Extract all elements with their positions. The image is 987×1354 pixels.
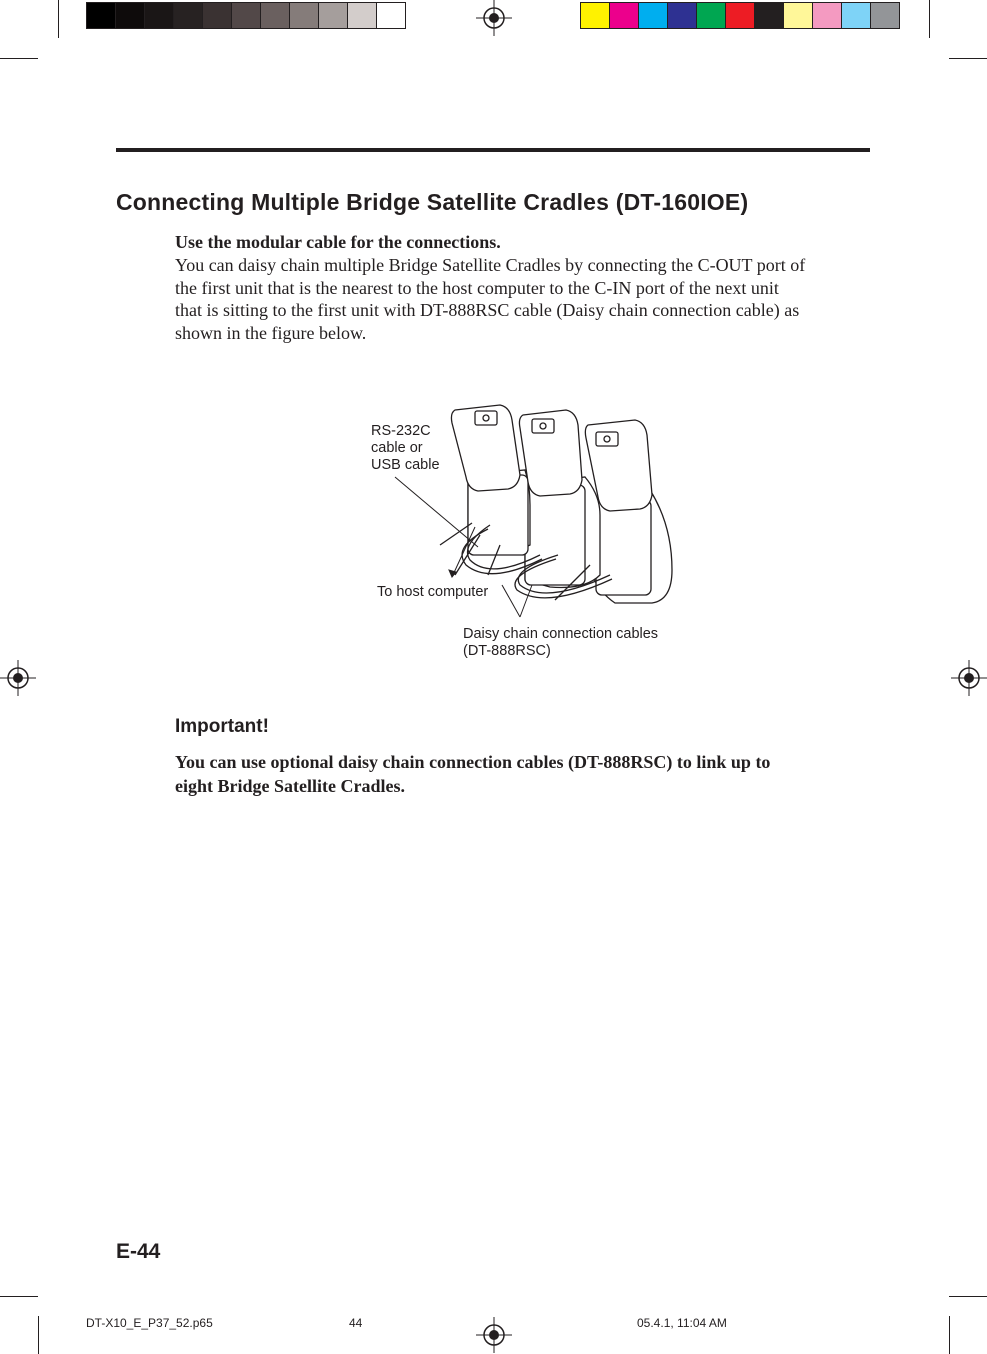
process-color-swatch (667, 2, 697, 29)
gray-swatch (144, 2, 174, 29)
paragraph-line: that is sitting to the first unit with DT-888RSC cable (Daisy chain connection cable) as (175, 300, 800, 321)
important-line: You can use optional daisy chain connection cables (DT-888RSC) to link up to (175, 752, 771, 772)
page-number: E-44 (116, 1240, 161, 1263)
leader-daisy-2 (520, 585, 532, 617)
paragraph-line: shown in the figure below. (175, 322, 367, 343)
process-color-swatch (696, 2, 726, 29)
section-title: Connecting Multiple Bridge Satellite Cradles (DT-160IOE) (116, 189, 749, 215)
process-color-bar (580, 0, 902, 31)
gray-swatch (173, 2, 203, 29)
paragraph-line: You can daisy chain multiple Bridge Satellite Cradles by connecting the C-OUT port of (175, 255, 806, 275)
slug-page: 44 (349, 1316, 363, 1330)
gray-swatch (289, 2, 319, 29)
process-color-swatch (754, 2, 784, 29)
gray-swatch (115, 2, 145, 29)
cradle-body-2 (525, 485, 585, 585)
body-paragraph (175, 254, 875, 344)
slug-timestamp: 05.4.1, 11:04 AM (637, 1316, 727, 1330)
gray-swatch (318, 2, 348, 29)
gray-swatch (231, 2, 261, 29)
process-color-swatch (725, 2, 755, 29)
leader-cable (395, 477, 478, 547)
host-computer-label: To host computer (377, 584, 489, 600)
gray-swatch (347, 2, 377, 29)
registration-mark-left-icon (0, 658, 40, 698)
process-color-swatch (638, 2, 668, 29)
registration-mark-top-icon (474, 0, 514, 40)
gray-swatch (202, 2, 232, 29)
important-line: eight Bridge Satellite Cradles. (175, 776, 405, 796)
process-color-swatch (783, 2, 813, 29)
important-heading: Important! (175, 716, 269, 737)
paragraph-line: the first unit that is the nearest to the host computer to the C-IN port of the next unit (175, 277, 779, 298)
gray-swatch (376, 2, 406, 29)
gray-swatch (260, 2, 290, 29)
process-color-swatch (870, 2, 900, 29)
header-rule (116, 148, 870, 152)
registration-mark-right-icon (947, 658, 987, 698)
important-note (175, 750, 770, 798)
process-color-swatch (841, 2, 871, 29)
process-color-swatch (812, 2, 842, 29)
process-color-swatch (609, 2, 639, 29)
cable-label: RS-232C cable or USB cable (371, 423, 440, 473)
process-color-swatch (580, 2, 610, 29)
daisy-cables-label: Daisy chain connection cables (DT-888RSC) (463, 626, 659, 659)
cradle-body-3 (596, 500, 651, 595)
slug-filename: DT-X10_E_P37_52.p65 (86, 1316, 213, 1330)
gray-swatch (86, 2, 116, 29)
registration-mark-bottom-icon (474, 1316, 514, 1354)
lead-sentence: Use the modular cable for the connections. (175, 232, 501, 252)
gray-color-bar (86, 0, 406, 31)
